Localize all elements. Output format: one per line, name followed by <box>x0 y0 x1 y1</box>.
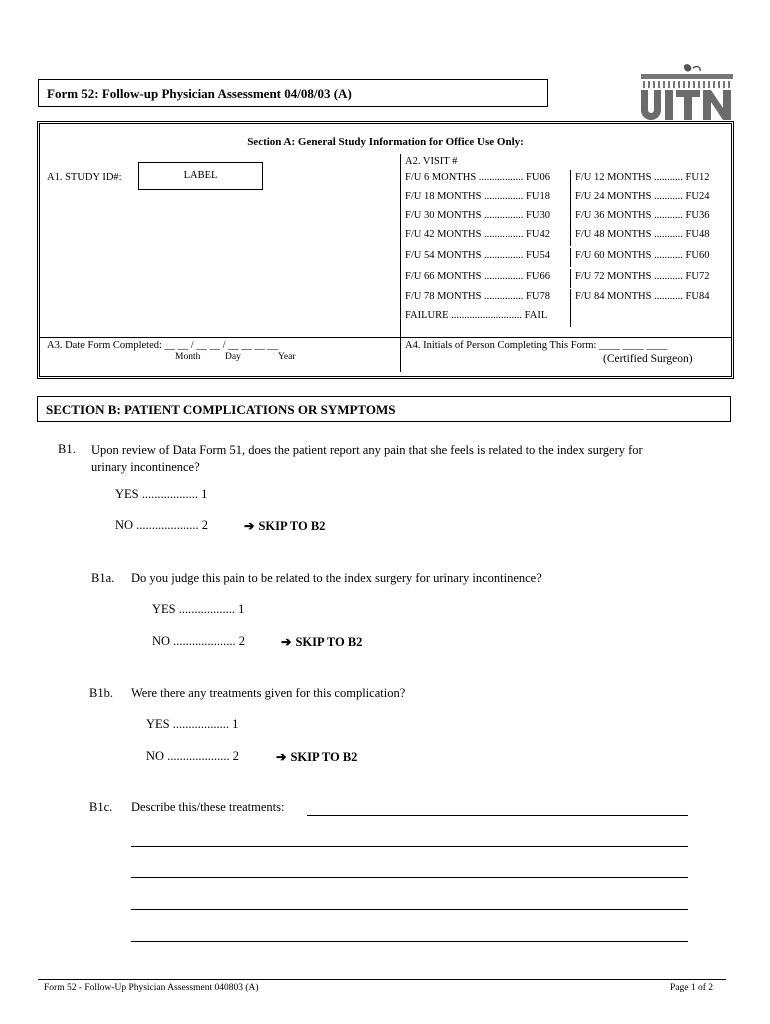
b1-no-option[interactable]: NO .................... 2 <box>115 518 209 532</box>
b1a-yes-option[interactable]: YES .................. 1 <box>152 602 245 616</box>
b1a-no-option[interactable]: NO .................... 2 <box>152 634 246 648</box>
visit-number-label: A2. VISIT # <box>405 156 458 167</box>
study-id-label-box[interactable]: LABEL <box>138 162 263 190</box>
question-b1b-text: Were there any treatments given for this complication? <box>131 686 406 700</box>
b1-yes-option[interactable]: YES .................. 1 <box>115 487 208 501</box>
section-a-divider-horizontal <box>40 337 731 338</box>
visit-option[interactable]: FAILURE ........................... FAIL <box>405 310 548 321</box>
question-b1b-number: B1b. <box>89 686 113 700</box>
visit-row <box>403 310 731 329</box>
year-label: Year <box>278 352 296 362</box>
visit-option[interactable]: F/U 60 MONTHS ........... FU60 <box>575 250 710 261</box>
question-b1c-number: B1c. <box>89 800 113 814</box>
b1b-skip-instruction <box>276 749 357 765</box>
footer-form-name: Form 52 - Follow-Up Physician Assessment 040803 (A) <box>44 983 259 993</box>
section-b-title: SECTION B: PATIENT COMPLICATIONS OR SYMPTOMS <box>37 396 731 422</box>
visit-option[interactable]: F/U 78 MONTHS ............... FU78 <box>405 291 550 302</box>
b1a-skip-text: SKIP TO B2 <box>295 635 363 649</box>
arrow-right-icon: ➔ <box>244 519 255 533</box>
initials-field[interactable]: A4. Initials of Person Completing This Form: ____ ____ ____ <box>405 340 668 351</box>
day-label: Day <box>225 352 241 362</box>
visit-option[interactable]: F/U 48 MONTHS ........... FU48 <box>575 229 710 240</box>
certified-surgeon-label: (Certified Surgeon) <box>603 353 693 365</box>
question-b1-text <box>91 442 731 476</box>
visit-row <box>403 229 731 248</box>
visit-option[interactable]: F/U 72 MONTHS ........... FU72 <box>575 271 710 282</box>
visit-option[interactable]: F/U 30 MONTHS ............... FU30 <box>405 210 550 221</box>
section-a-title: Section A: General Study Information for Office Use Only: <box>247 136 524 148</box>
visit-row <box>403 210 731 229</box>
visit-option[interactable]: F/U 42 MONTHS ............... FU42 <box>405 229 550 240</box>
section-a <box>37 121 734 379</box>
month-label: Month <box>175 352 201 362</box>
b1-skip-instruction <box>244 518 325 534</box>
visit-option[interactable]: F/U 6 MONTHS ................. FU06 <box>405 172 550 183</box>
treatment-answer-line[interactable] <box>307 815 688 816</box>
visit-option[interactable]: F/U 24 MONTHS ........... FU24 <box>575 191 710 202</box>
arrow-right-icon: ➔ <box>281 635 292 649</box>
b1b-skip-text: SKIP TO B2 <box>290 750 358 764</box>
treatment-answer-line[interactable] <box>131 846 688 847</box>
question-b1a-text: Do you judge this pain to be related to the index surgery for urinary incontinence? <box>131 571 542 585</box>
question-b1-line-2: urinary incontinence? <box>91 460 200 474</box>
question-b1-number: B1. <box>58 442 76 456</box>
date-form-completed-field[interactable]: A3. Date Form Completed: __ __ / __ __ / __ __ __ __ <box>47 340 278 351</box>
question-b1a-number: B1a. <box>91 571 115 585</box>
b1b-yes-option[interactable]: YES .................. 1 <box>146 717 239 731</box>
question-b1c-text: Describe this/these treatments: <box>131 800 285 814</box>
visit-options <box>403 172 731 329</box>
treatment-answer-line[interactable] <box>131 941 688 942</box>
section-a-divider-vertical <box>400 154 401 372</box>
treatment-answer-line[interactable] <box>131 877 688 878</box>
visit-option[interactable]: F/U 54 MONTHS ............... FU54 <box>405 250 550 261</box>
uitn-logo <box>637 62 735 120</box>
visit-row <box>403 291 731 310</box>
b1-skip-text: SKIP TO B2 <box>258 519 326 533</box>
form-title: Form 52: Follow-up Physician Assessment 04/08/03 (A) <box>38 79 548 107</box>
visit-option[interactable]: F/U 12 MONTHS ........... FU12 <box>575 172 710 183</box>
visit-row <box>403 250 731 269</box>
visit-option[interactable]: F/U 66 MONTHS ............... FU66 <box>405 271 550 282</box>
footer-divider <box>38 979 726 980</box>
question-b1-line-1: Upon review of Data Form 51, does the patient report any pain that she feels is related to the index surgery for <box>91 443 643 457</box>
treatment-answer-line[interactable] <box>131 909 688 910</box>
footer-page-number: Page 1 of 2 <box>670 983 714 993</box>
visit-row <box>403 191 731 210</box>
visit-option[interactable]: F/U 36 MONTHS ........... FU36 <box>575 210 710 221</box>
b1b-no-option[interactable]: NO .................... 2 <box>146 749 240 763</box>
study-id-label: A1. STUDY ID#: <box>47 172 122 183</box>
visit-option[interactable]: F/U 18 MONTHS ............... FU18 <box>405 191 550 202</box>
visit-row <box>403 271 731 290</box>
b1a-skip-instruction <box>281 634 362 650</box>
visit-row <box>403 172 731 191</box>
visit-option[interactable]: F/U 84 MONTHS ........... FU84 <box>575 291 710 302</box>
arrow-right-icon: ➔ <box>276 750 287 764</box>
